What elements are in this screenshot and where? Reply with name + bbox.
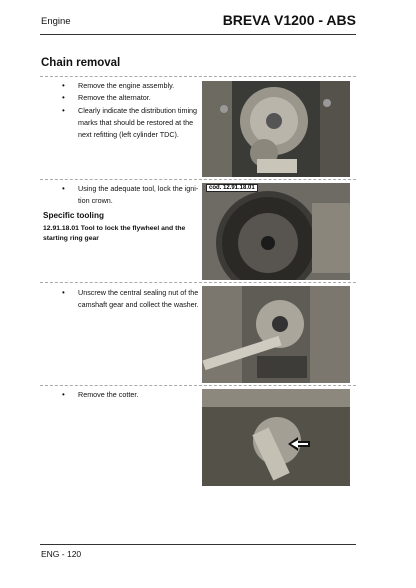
header-section: Engine [41, 16, 71, 27]
flywheel-lock-photo [202, 183, 350, 280]
bullet-item: • Unscrew the central sealing nut of the camshaft gear and collect the washer. [62, 287, 200, 312]
timing-marks-photo [202, 81, 350, 177]
bullet-item: • Remove the cotter. [62, 389, 200, 401]
step-3 [40, 283, 356, 385]
bullet-item: • Remove the alternator. [62, 92, 200, 104]
header-model: BREVA V1200 - ABS [222, 12, 356, 28]
footer-divider [40, 544, 356, 545]
specific-tooling-heading: Specific tooling [43, 211, 104, 220]
bullet-item: • Using the adequate tool, lock the igni-tion crown. [62, 183, 200, 208]
step-2 [40, 180, 356, 282]
bullet-item: • Clearly indicate the distribution timing marks that should be restored at the next refitting (left cylinder TDC). [62, 105, 200, 142]
tool-description: 12.91.18.01 Tool to lock the flywheel and the starting ring gear [43, 225, 186, 242]
tool-code-label: cod. 12.91.18.01 [206, 184, 258, 192]
step-1-bullets [62, 80, 200, 141]
camshaft-nut-photo [202, 286, 350, 383]
bullet-item: • Remove the engine assembly. [62, 80, 200, 92]
step-1 [40, 77, 356, 179]
step-3-bullets [62, 287, 200, 312]
header-divider [40, 34, 356, 35]
step-4 [40, 386, 356, 488]
step-4-bullets [62, 389, 200, 401]
page-number: ENG - 120 [41, 549, 82, 559]
page-title: Chain removal [41, 57, 121, 69]
step-2-bullets [62, 183, 200, 208]
cotter-photo [202, 389, 350, 486]
